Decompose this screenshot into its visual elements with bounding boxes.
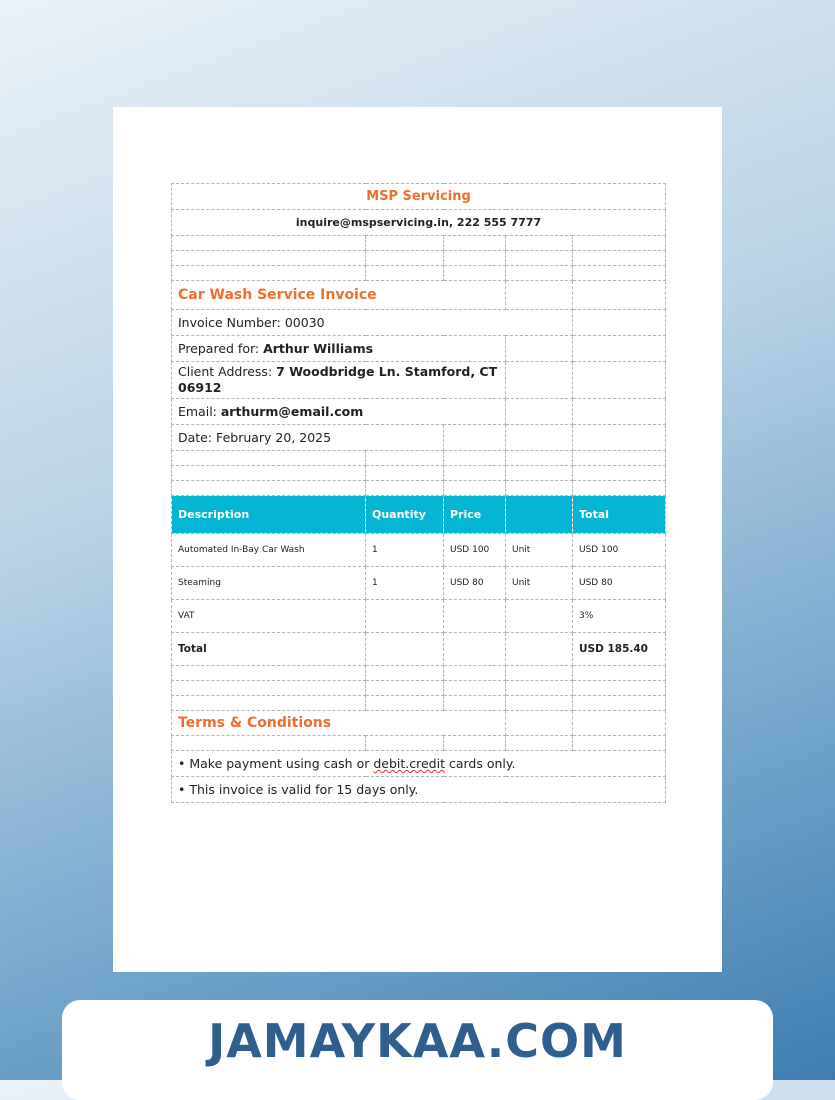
client-email [172,399,506,425]
client-address-label: Client Address: [178,364,277,379]
header-quantity: Quantity [366,496,444,534]
total-row [172,633,666,666]
item-quantity: 1 [366,534,444,567]
company-name: MSP Servicing [172,184,666,210]
invoice-sheet [171,183,666,803]
client-email-label: Email: [178,404,221,419]
table-row [172,534,666,567]
item-unit: Unit [506,567,573,600]
item-price [444,600,506,633]
terms-line-validity: • This invoice is valid for 15 days only. [172,777,666,803]
item-price: USD 100 [444,534,506,567]
table-row [172,567,666,600]
item-unit [506,600,573,633]
client-address [172,362,506,399]
header-unit [506,496,573,534]
item-description: Automated In-Bay Car Wash [172,534,366,567]
prepared-for-value: Arthur Williams [263,341,374,356]
header-total: Total [573,496,666,534]
table-row [172,600,666,633]
invoice-title: Car Wash Service Invoice [172,281,506,310]
total-label: Total [172,633,366,666]
item-unit: Unit [506,534,573,567]
footer-banner [62,1000,773,1100]
item-quantity [366,600,444,633]
terms-title: Terms & Conditions [172,711,506,736]
total-value: USD 185.40 [573,633,666,666]
items-header-row [172,496,666,534]
spellcheck-word: debit.credit [373,756,445,771]
item-description: VAT [172,600,366,633]
prepared-for [172,336,506,362]
terms-line-payment [172,751,666,777]
terms-line-payment-pre: • Make payment using cash or [178,756,374,771]
header-price: Price [444,496,506,534]
item-quantity: 1 [366,567,444,600]
invoice-date: Date: February 20, 2025 [172,425,444,451]
document-page [113,107,722,972]
item-total: USD 80 [573,567,666,600]
item-total: 3% [573,600,666,633]
header-description: Description [172,496,366,534]
brand-logo-text: JAMAYKAA.COM [208,1014,627,1068]
client-address-value: 7 Woodbridge Ln. Stamford, CT 06912 [178,364,498,395]
item-price: USD 80 [444,567,506,600]
client-email-value: arthurm@email.com [220,404,364,419]
item-description: Steaming [172,567,366,600]
prepared-for-label: Prepared for: [178,341,264,356]
company-contact: inquire@mspservicing.in, 222 555 7777 [172,210,666,236]
invoice-number: Invoice Number: 00030 [172,310,573,336]
terms-line-payment-post: cards only. [445,756,516,771]
item-total: USD 100 [573,534,666,567]
